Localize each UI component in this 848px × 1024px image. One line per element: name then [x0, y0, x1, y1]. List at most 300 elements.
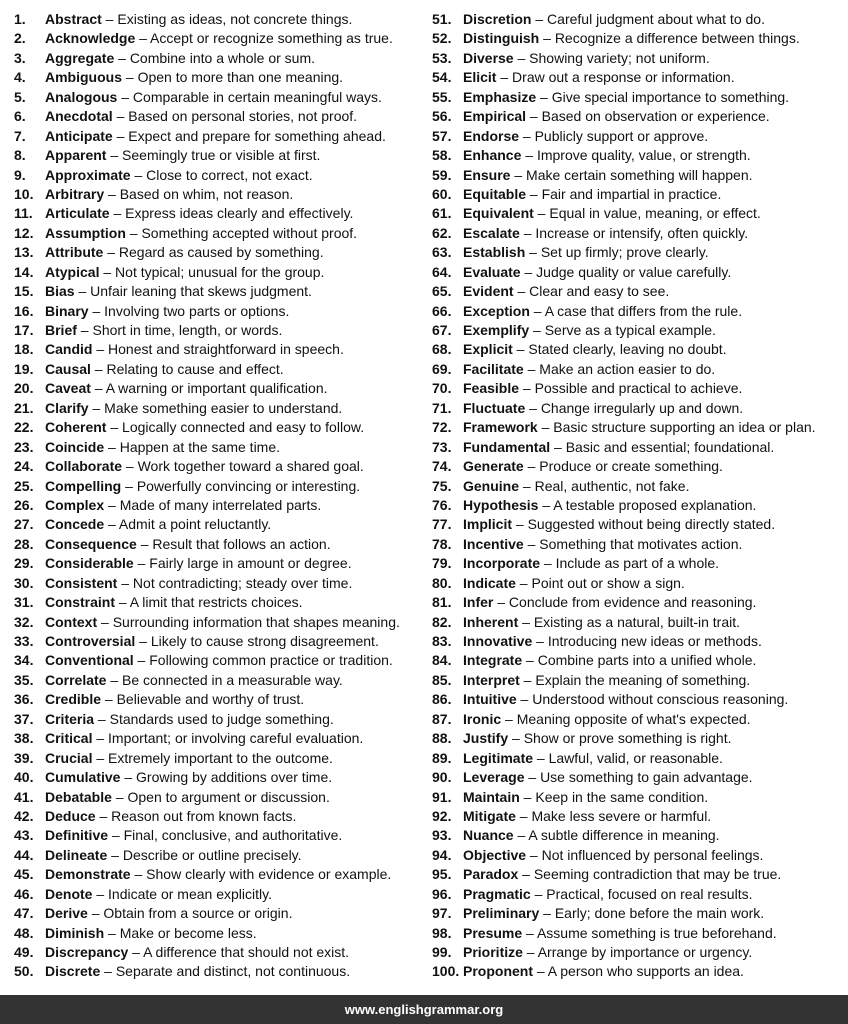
vocabulary-column-right: [432, 10, 848, 982]
item-entry: [463, 166, 753, 185]
item-term: Evident: [463, 283, 514, 300]
item-entry: [463, 690, 788, 709]
item-term: Derive: [45, 905, 88, 922]
item-separator: –: [76, 322, 93, 338]
item-term: Approximate: [45, 166, 131, 183]
item-definition: Indicate or mean explicitly.: [108, 885, 272, 902]
item-entry: [45, 127, 386, 146]
item-definition: Important; or involving careful evaluation.: [108, 730, 364, 747]
item-separator: –: [540, 555, 556, 572]
item-entry: [463, 768, 753, 787]
item-number: 76.: [432, 496, 452, 513]
vocabulary-item: [14, 477, 434, 496]
item-entry: [45, 321, 282, 340]
item-entry: [463, 651, 756, 670]
item-term: Atypical: [45, 263, 100, 280]
item-separator: –: [520, 263, 537, 280]
item-entry: [463, 826, 720, 845]
item-term: Exemplify: [463, 322, 530, 338]
item-entry: [463, 924, 777, 943]
vocabulary-item: [432, 496, 848, 515]
vocabulary-item: [432, 418, 848, 437]
vocabulary-item: [14, 613, 434, 632]
footer-bar: [0, 995, 848, 1024]
item-number: 53.: [432, 49, 452, 66]
item-definition: Existing as a natural, built-in trait.: [533, 613, 741, 630]
item-number: 62.: [432, 224, 452, 241]
item-separator: –: [136, 535, 153, 552]
item-separator: –: [74, 283, 91, 300]
item-definition: Result that follows an action.: [152, 535, 331, 552]
vocabulary-item: [432, 224, 848, 243]
item-entry: [463, 515, 775, 534]
item-separator: –: [90, 380, 106, 397]
item-term: Pragmatic: [463, 885, 531, 902]
item-term: Incentive: [463, 535, 524, 552]
vocabulary-item: [432, 749, 848, 768]
item-separator: –: [90, 360, 107, 377]
item-separator: –: [122, 458, 138, 475]
item-separator: –: [101, 11, 118, 27]
item-separator: –: [525, 244, 541, 261]
item-entry: [45, 399, 342, 418]
vocabulary-item: [432, 924, 848, 943]
item-definition: A subtle difference in meaning.: [528, 827, 720, 844]
item-entry: [45, 477, 360, 496]
item-entry: [463, 632, 762, 651]
item-number: 28.: [14, 535, 34, 552]
item-definition: Believable and worthy of trust.: [116, 691, 305, 708]
item-separator: –: [104, 185, 120, 202]
item-separator: –: [519, 671, 536, 688]
item-definition: Describe or outline precisely.: [122, 846, 302, 863]
item-number: 98.: [432, 924, 452, 941]
item-separator: –: [523, 458, 540, 475]
item-term: Justify: [463, 730, 509, 747]
item-entry: [463, 204, 761, 223]
item-entry: [45, 185, 293, 204]
item-number: 61.: [432, 205, 452, 222]
item-separator: –: [550, 438, 566, 455]
item-entry: [45, 166, 313, 185]
item-entry: [463, 457, 723, 476]
item-number: 10.: [14, 185, 34, 202]
vocabulary-item: [432, 263, 848, 282]
item-term: Denote: [45, 885, 93, 902]
item-number: 84.: [432, 652, 452, 669]
item-entry: [463, 418, 816, 437]
item-separator: –: [135, 633, 151, 649]
item-separator: –: [522, 924, 537, 941]
item-definition: Separate and distinct, not continuous.: [115, 963, 351, 980]
item-number: 77.: [432, 516, 452, 533]
item-number: 51.: [432, 11, 452, 27]
item-definition: Regard as caused by something.: [118, 244, 324, 261]
vocabulary-item: [432, 865, 848, 884]
item-definition: Give special importance to something.: [551, 88, 790, 105]
item-definition: Extremely important to the outcome.: [108, 749, 333, 766]
item-number: 12.: [14, 224, 34, 241]
item-term: Establish: [463, 244, 526, 261]
item-definition: Use something to gain advantage.: [540, 769, 753, 786]
item-definition: Serve as a typical example.: [544, 322, 716, 338]
vocabulary-item: [14, 29, 434, 48]
vocabulary-item: [432, 204, 848, 223]
item-separator: –: [87, 905, 104, 922]
vocabulary-item: [432, 29, 848, 48]
vocabulary-item: [432, 671, 848, 690]
item-definition: Final, conclusive, and authoritative.: [123, 827, 343, 844]
item-entry: [463, 729, 731, 748]
item-number: 14.: [14, 263, 34, 280]
item-separator: –: [108, 827, 124, 844]
item-separator: –: [539, 30, 555, 47]
item-number: 73.: [432, 438, 452, 455]
vocabulary-item: [432, 243, 848, 262]
item-definition: Early; done before the main work.: [554, 905, 765, 922]
item-entry: [463, 88, 789, 107]
item-definition: Explain the meaning of something.: [535, 671, 751, 688]
item-definition: Seeming contradiction that may be true.: [533, 866, 782, 883]
item-term: Incorporate: [463, 555, 541, 572]
vocabulary-item: [14, 885, 434, 904]
vocabulary-item: [432, 535, 848, 554]
item-separator: –: [519, 224, 536, 241]
item-number: 7.: [14, 127, 26, 144]
item-number: 23.: [14, 438, 34, 455]
item-term: Proponent: [463, 963, 533, 980]
item-term: Correlate: [45, 671, 107, 688]
item-entry: [45, 340, 344, 359]
item-number: 46.: [14, 885, 34, 902]
vocabulary-item: [432, 360, 848, 379]
item-definition: Possible and practical to achieve.: [534, 380, 743, 397]
item-entry: [45, 554, 352, 573]
item-separator: –: [512, 516, 528, 533]
item-definition: Introducing new ideas or methods.: [547, 633, 762, 649]
item-entry: [45, 263, 324, 282]
item-entry: [45, 710, 334, 729]
item-term: Conventional: [45, 652, 134, 669]
item-entry: [45, 29, 393, 48]
item-definition: Basic structure supporting an idea or plan.: [553, 419, 816, 436]
item-definition: Stated clearly, leaving no doubt.: [528, 341, 727, 358]
item-entry: [463, 574, 685, 593]
item-entry: [463, 340, 727, 359]
item-number: 42.: [14, 807, 34, 824]
item-number: 35.: [14, 671, 34, 688]
item-separator: –: [122, 69, 138, 86]
item-definition: Based on personal stories, not proof.: [128, 108, 358, 125]
item-definition: Make or become less.: [119, 924, 257, 941]
item-separator: –: [92, 341, 109, 358]
vocabulary-item: [14, 496, 434, 515]
item-definition: Involving two parts or options.: [104, 302, 290, 319]
item-number: 16.: [14, 302, 34, 319]
item-term: Coincide: [45, 438, 105, 455]
vocabulary-item: [14, 10, 434, 29]
item-separator: –: [496, 69, 513, 86]
item-term: Discrepancy: [45, 944, 129, 960]
item-definition: Meaning opposite of what's expected.: [516, 710, 751, 727]
item-entry: [45, 729, 363, 748]
item-entry: [45, 146, 320, 165]
item-definition: A warning or important qualification.: [105, 380, 328, 397]
item-separator: –: [530, 885, 547, 902]
vocabulary-item: [14, 943, 434, 962]
item-separator: –: [100, 963, 116, 980]
vocabulary-item: [14, 185, 434, 204]
item-term: Context: [45, 613, 98, 630]
item-entry: [45, 224, 357, 243]
vocabulary-item: [432, 185, 848, 204]
item-definition: Seemingly true or visible at first.: [122, 147, 321, 164]
item-number: 69.: [432, 360, 452, 377]
item-entry: [45, 88, 382, 107]
vocabulary-item: [14, 535, 434, 554]
item-entry: [45, 302, 289, 321]
item-separator: –: [99, 263, 116, 280]
item-definition: Accept or recognize something as true.: [150, 30, 393, 47]
item-separator: –: [112, 127, 129, 144]
vocabulary-item: [14, 282, 434, 301]
item-separator: –: [536, 88, 552, 105]
item-separator: –: [112, 108, 129, 125]
vocabulary-item: [14, 302, 434, 321]
item-number: 19.: [14, 360, 34, 377]
item-term: Elicit: [463, 69, 497, 86]
item-entry: [463, 477, 689, 496]
item-number: 56.: [432, 108, 452, 125]
vocabulary-item: [14, 340, 434, 359]
item-number: 26.: [14, 496, 34, 513]
item-entry: [45, 846, 302, 865]
item-separator: –: [133, 652, 150, 669]
item-separator: –: [104, 438, 120, 455]
item-term: Consequence: [45, 535, 137, 552]
item-separator: –: [493, 594, 509, 611]
item-definition: Obtain from a source or origin.: [103, 905, 293, 922]
item-entry: [45, 418, 364, 437]
item-definition: Fair and impartial in practice.: [541, 185, 722, 202]
item-definition: Growing by additions over time.: [136, 769, 333, 786]
vocabulary-item: [432, 438, 848, 457]
item-entry: [463, 788, 708, 807]
item-separator: –: [128, 944, 144, 960]
item-term: Discretion: [463, 11, 532, 27]
item-separator: –: [106, 419, 123, 436]
item-entry: [463, 146, 751, 165]
item-term: Interpret: [463, 671, 520, 688]
item-entry: [45, 768, 332, 787]
vocabulary-item: [14, 204, 434, 223]
item-definition: Existing as ideas, not concrete things.: [117, 11, 353, 27]
item-separator: –: [519, 477, 535, 494]
item-term: Innovative: [463, 633, 533, 649]
item-number: 59.: [432, 166, 452, 183]
item-term: Consistent: [45, 574, 118, 591]
item-separator: –: [104, 516, 119, 533]
item-definition: Set up firmly; prove clearly.: [540, 244, 709, 261]
item-term: Ambiguous: [45, 69, 122, 86]
item-entry: [45, 107, 357, 126]
vocabulary-item: [432, 88, 848, 107]
item-term: Equitable: [463, 185, 527, 202]
item-definition: Make certain something will happen.: [526, 166, 753, 183]
item-term: Concede: [45, 516, 105, 533]
item-entry: [463, 846, 763, 865]
item-entry: [45, 962, 350, 981]
item-term: Integrate: [463, 652, 523, 669]
item-entry: [463, 10, 765, 29]
item-term: Equivalent: [463, 205, 534, 222]
item-term: Arbitrary: [45, 185, 105, 202]
item-entry: [463, 399, 743, 418]
vocabulary-item: [14, 846, 434, 865]
item-term: Crucial: [45, 749, 93, 766]
vocabulary-item: [432, 962, 848, 981]
vocabulary-item: [432, 399, 848, 418]
item-separator: –: [121, 477, 137, 494]
item-number: 85.: [432, 671, 452, 688]
item-definition: Standards used to judge something.: [109, 710, 334, 727]
item-term: Leverage: [463, 769, 525, 786]
vocabulary-item: [14, 224, 434, 243]
item-separator: –: [523, 535, 540, 552]
item-definition: Fairly large in amount or degree.: [149, 555, 352, 572]
item-entry: [45, 826, 342, 845]
item-entry: [45, 282, 312, 301]
item-separator: –: [529, 322, 545, 338]
item-term: Fluctuate: [463, 399, 526, 416]
item-entry: [45, 593, 303, 612]
item-definition: Close to correct, not exact.: [146, 166, 313, 183]
item-term: Implicit: [463, 516, 513, 533]
item-number: 6.: [14, 108, 26, 125]
item-separator: –: [513, 49, 530, 66]
item-number: 57.: [432, 127, 452, 144]
item-number: 18.: [14, 341, 34, 358]
vocabulary-item: [432, 302, 848, 321]
item-entry: [45, 379, 328, 398]
item-separator: –: [538, 496, 554, 513]
item-definition: Arrange by importance or urgency.: [537, 944, 753, 960]
item-entry: [463, 438, 774, 457]
item-number: 25.: [14, 477, 34, 494]
item-entry: [463, 224, 748, 243]
item-definition: Careful judgment about what to do.: [547, 11, 765, 27]
item-definition: A testable proposed explanation.: [553, 496, 757, 513]
item-separator: –: [515, 574, 532, 591]
item-definition: Lawful, valid, or reasonable.: [548, 749, 723, 766]
item-definition: Assume something is true beforehand.: [536, 924, 777, 941]
item-number: 9.: [14, 166, 26, 183]
item-definition: Comparable in certain meaningful ways.: [132, 88, 382, 105]
item-entry: [45, 457, 364, 476]
item-entry: [463, 263, 731, 282]
vocabulary-item: [14, 49, 434, 68]
item-definition: Change irregularly up and down.: [540, 399, 744, 416]
item-separator: –: [524, 769, 541, 786]
item-number: 72.: [432, 419, 452, 436]
item-term: Indicate: [463, 574, 516, 591]
vocabulary-item: [432, 321, 848, 340]
item-separator: –: [513, 827, 529, 844]
item-entry: [45, 360, 284, 379]
item-term: Caveat: [45, 380, 91, 397]
item-term: Diverse: [463, 49, 514, 66]
item-number: 43.: [14, 827, 34, 844]
item-entry: [45, 885, 272, 904]
footer-website-link[interactable]: www.englishgrammar.org: [344, 1002, 504, 1017]
item-entry: [463, 127, 708, 146]
item-term: Deduce: [45, 807, 96, 824]
vocabulary-item: [14, 515, 434, 534]
item-entry: [45, 924, 257, 943]
item-definition: Admit a point reluctantly.: [118, 516, 272, 533]
item-separator: –: [135, 30, 151, 47]
item-term: Definitive: [45, 827, 109, 844]
vocabulary-item: [432, 49, 848, 68]
item-entry: [463, 710, 751, 729]
item-definition: Express ideas clearly and effectively.: [125, 205, 354, 222]
item-number: 8.: [14, 147, 26, 164]
item-separator: –: [537, 419, 554, 436]
item-entry: [463, 593, 756, 612]
item-separator: –: [533, 963, 548, 980]
item-separator: –: [515, 807, 532, 824]
item-separator: –: [130, 166, 147, 183]
item-entry: [463, 185, 721, 204]
vocabulary-item: [432, 515, 848, 534]
item-number: 48.: [14, 924, 34, 941]
item-number: 64.: [432, 263, 452, 280]
vocabulary-item: [14, 418, 434, 437]
item-term: Maintain: [463, 788, 520, 805]
item-separator: –: [104, 496, 120, 513]
item-number: 11.: [14, 205, 33, 222]
item-definition: Reason out from known facts.: [111, 807, 297, 824]
item-definition: Based on whim, not reason.: [119, 185, 294, 202]
vocabulary-item: [14, 924, 434, 943]
item-definition: Logically connected and easy to follow.: [122, 419, 365, 436]
item-number: 52.: [432, 30, 452, 47]
item-separator: –: [107, 846, 123, 863]
item-term: Intuitive: [463, 691, 517, 708]
item-definition: Include as part of a whole.: [555, 555, 720, 572]
item-entry: [463, 807, 711, 826]
item-definition: Point out or show a sign.: [531, 574, 685, 591]
item-entry: [45, 865, 391, 884]
item-number: 87.: [432, 710, 452, 727]
item-separator: –: [95, 807, 112, 824]
item-separator: –: [532, 633, 548, 649]
item-separator: –: [501, 710, 517, 727]
item-entry: [463, 535, 742, 554]
item-number: 68.: [432, 341, 452, 358]
item-definition: Not typical; unusual for the group.: [115, 263, 325, 280]
item-entry: [463, 68, 735, 87]
item-number: 80.: [432, 574, 452, 591]
item-term: Empirical: [463, 108, 527, 125]
item-definition: Likely to cause strong disagreement.: [150, 633, 379, 649]
item-number: 22.: [14, 419, 34, 436]
item-separator: –: [125, 224, 142, 241]
item-entry: [45, 204, 353, 223]
item-definition: Suggested without being directly stated.: [527, 516, 776, 533]
vocabulary-item: [14, 379, 434, 398]
item-number: 86.: [432, 691, 452, 708]
